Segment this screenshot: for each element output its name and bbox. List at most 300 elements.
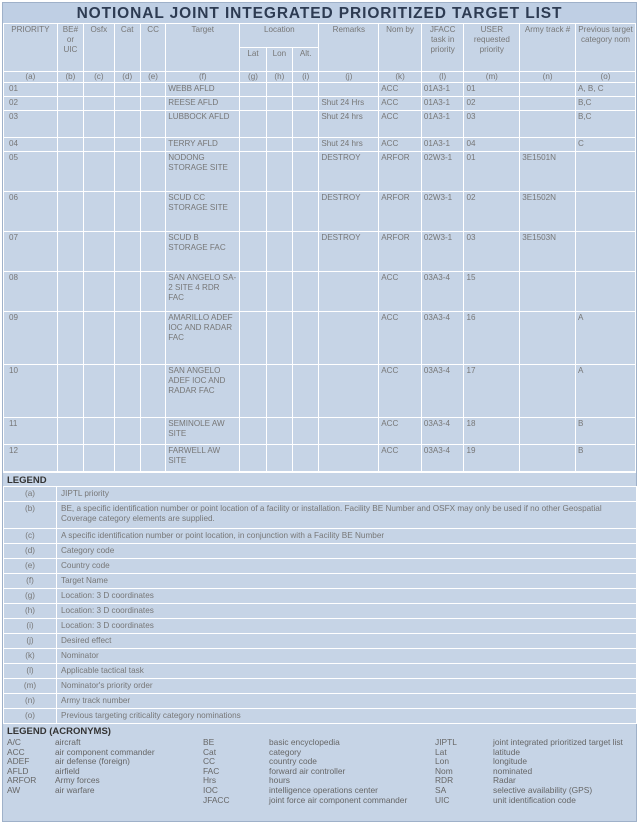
cell-nom-by: ARFOR <box>379 192 422 232</box>
cell-user: 04 <box>464 138 520 152</box>
legend-text: Army track number <box>57 694 637 709</box>
cell-army <box>520 445 576 472</box>
acronym-definition: country code <box>269 756 317 767</box>
acronym-term: AW <box>7 784 21 795</box>
cell-empty <box>84 152 114 192</box>
legend-text: Nominator <box>57 649 637 664</box>
cell-empty <box>84 138 114 152</box>
table-row <box>4 232 636 272</box>
cell-user: 18 <box>464 418 520 445</box>
table-row <box>4 365 636 418</box>
cell-empty <box>57 111 83 138</box>
cell-empty <box>140 111 165 138</box>
legend-text: Category code <box>57 544 637 559</box>
cell-priority: 02 <box>4 97 58 111</box>
acronym-term: CC <box>203 756 216 767</box>
cell-empty <box>293 192 319 232</box>
legend-text: Target Name <box>57 574 637 589</box>
cell-remarks: DESTROY <box>319 152 379 192</box>
legend-row <box>4 502 637 529</box>
cell-empty <box>240 111 266 138</box>
letter-c: (c) <box>84 72 114 83</box>
cell-nom-by: ACC <box>379 97 422 111</box>
target-table <box>3 23 636 472</box>
legend-key: (n) <box>4 694 57 709</box>
cell-nom-by: ACC <box>379 445 422 472</box>
legend-row <box>4 709 637 724</box>
legend-text: Location: 3 D coordinates <box>57 589 637 604</box>
table-row <box>4 83 636 97</box>
cell-previous <box>576 232 636 272</box>
cell-empty <box>240 365 266 418</box>
acronym-definition: air component commander <box>55 746 155 757</box>
legend-key: (d) <box>4 544 57 559</box>
cell-previous: B <box>576 445 636 472</box>
cell-empty <box>84 111 114 138</box>
cell-previous: B,C <box>576 97 636 111</box>
cell-jfacc: 02W3-1 <box>421 152 464 192</box>
cell-target: SAN ANGELO SA-2 SITE 4 RDR FAC <box>166 272 240 312</box>
acronym-definition: longitude <box>493 756 527 767</box>
legend-table <box>3 486 637 724</box>
cell-empty <box>84 272 114 312</box>
legend-text: A specific identification number or point location, in conjunction with a Facility BE Number <box>57 529 637 544</box>
cell-empty <box>293 97 319 111</box>
cell-nom-by: ACC <box>379 312 422 365</box>
cell-empty <box>57 365 83 418</box>
cell-empty <box>57 272 83 312</box>
col-priority: PRIORITY <box>4 24 58 72</box>
acronym-term: JIPTL <box>435 737 457 747</box>
acronym-definition: latitude <box>493 746 521 757</box>
cell-empty <box>57 232 83 272</box>
acronym-definition: airfield <box>55 765 80 776</box>
cell-empty <box>240 138 266 152</box>
table-row <box>4 192 636 232</box>
cell-empty <box>84 232 114 272</box>
cell-empty <box>140 138 165 152</box>
legend-key: (k) <box>4 649 57 664</box>
cell-user: 17 <box>464 365 520 418</box>
cell-user: 02 <box>464 97 520 111</box>
cell-empty <box>114 418 140 445</box>
cell-empty <box>140 445 165 472</box>
cell-remarks: Shut 24 Hrs <box>319 97 379 111</box>
cell-empty <box>84 365 114 418</box>
acronym-definition: basic encyclopedia <box>269 737 340 747</box>
cell-target: SCUD B STORAGE FAC <box>166 232 240 272</box>
letter-k: (k) <box>379 72 422 83</box>
cell-empty <box>57 445 83 472</box>
cell-target: NODONG STORAGE SITE <box>166 152 240 192</box>
cell-empty <box>266 111 292 138</box>
cell-target: REESE AFLD <box>166 97 240 111</box>
cell-empty <box>266 192 292 232</box>
legend-key: (l) <box>4 664 57 679</box>
cell-empty <box>293 418 319 445</box>
col-cat: Cat <box>114 24 140 72</box>
cell-user: 15 <box>464 272 520 312</box>
cell-remarks: DESTROY <box>319 192 379 232</box>
legend-key: (a) <box>4 487 57 502</box>
table-row <box>4 111 636 138</box>
cell-remarks: Shut 24 hrs <box>319 138 379 152</box>
cell-jfacc: 03A3-4 <box>421 312 464 365</box>
acronym-definition: unit identification code <box>493 794 576 805</box>
acronym-term: BE <box>203 737 215 747</box>
table-row <box>4 312 636 365</box>
letter-a: (a) <box>4 72 58 83</box>
legend-text: BE, a specific identification number or point location of a facility or installation. Facility BE Number and OSFX may only be used if no other Geospatial Coverage category elements are supplied. <box>57 502 637 529</box>
acronym-column <box>7 738 203 805</box>
cell-army <box>520 97 576 111</box>
letter-f: (f) <box>166 72 240 83</box>
cell-jfacc: 03A3-4 <box>421 445 464 472</box>
cell-empty <box>266 232 292 272</box>
cell-nom-by: ACC <box>379 83 422 97</box>
cell-empty <box>293 152 319 192</box>
cell-empty <box>293 445 319 472</box>
letter-h: (h) <box>266 72 292 83</box>
cell-jfacc: 03A3-4 <box>421 418 464 445</box>
cell-empty <box>266 312 292 365</box>
cell-empty <box>114 232 140 272</box>
cell-priority: 08 <box>4 272 58 312</box>
acronym-term: ADEF <box>7 756 30 767</box>
cell-target: SEMINOLE AW SITE <box>166 418 240 445</box>
cell-priority: 04 <box>4 138 58 152</box>
acronym-term: Lat <box>435 746 447 757</box>
table-row <box>4 418 636 445</box>
col-user: USER requested priority <box>464 24 520 72</box>
col-lat: Lat <box>240 48 266 72</box>
letter-o: (o) <box>576 72 636 83</box>
cell-empty <box>114 445 140 472</box>
legend-row <box>4 649 637 664</box>
col-previous: Previous target category nom <box>576 24 636 72</box>
acronym-term: Cat <box>203 746 217 757</box>
legend-text: Nominator's priority order <box>57 679 637 694</box>
col-alt: Alt. <box>293 48 319 72</box>
table-row <box>4 152 636 192</box>
acronyms-title: LEGEND (ACRONYMS) <box>7 726 111 737</box>
legend-key: (b) <box>4 502 57 529</box>
cell-remarks <box>319 272 379 312</box>
legend-text: Location: 3 D coordinates <box>57 604 637 619</box>
cell-empty <box>266 138 292 152</box>
cell-target: LUBBOCK AFLD <box>166 111 240 138</box>
cell-priority: 10 <box>4 365 58 418</box>
cell-target: WEBB AFLD <box>166 83 240 97</box>
cell-empty <box>84 312 114 365</box>
cell-previous <box>576 152 636 192</box>
legend-text: Previous targeting criticality category nominations <box>57 709 637 724</box>
acronym-term: UIC <box>435 794 450 805</box>
letter-m: (m) <box>464 72 520 83</box>
cell-empty <box>140 192 165 232</box>
cell-priority: 06 <box>4 192 58 232</box>
cell-empty <box>140 97 165 111</box>
legend-text: Applicable tactical task <box>57 664 637 679</box>
legend-key: (c) <box>4 529 57 544</box>
cell-remarks <box>319 83 379 97</box>
col-be: BE# or UIC <box>57 24 83 72</box>
cell-previous: C <box>576 138 636 152</box>
cell-empty <box>114 192 140 232</box>
cell-empty <box>266 83 292 97</box>
cell-empty <box>266 365 292 418</box>
letter-i: (i) <box>293 72 319 83</box>
acronym-definition: category <box>269 746 302 757</box>
cell-jfacc: 02W3-1 <box>421 232 464 272</box>
acronym-definition: selective availability (GPS) <box>493 784 593 795</box>
acronym-term: A/C <box>7 737 21 747</box>
cell-army <box>520 83 576 97</box>
cell-remarks <box>319 445 379 472</box>
cell-army <box>520 138 576 152</box>
cell-target: SCUD CC STORAGE SITE <box>166 192 240 232</box>
legend-text: Desired effect <box>57 634 637 649</box>
cell-empty <box>240 192 266 232</box>
cell-empty <box>140 312 165 365</box>
table-row <box>4 272 636 312</box>
legend-key: (m) <box>4 679 57 694</box>
legend-key: (j) <box>4 634 57 649</box>
cell-user: 03 <box>464 232 520 272</box>
legend-row <box>4 604 637 619</box>
cell-empty <box>57 418 83 445</box>
col-remarks: Remarks <box>319 24 379 72</box>
cell-empty <box>266 272 292 312</box>
cell-empty <box>84 192 114 232</box>
cell-user: 01 <box>464 152 520 192</box>
legend-text: Location: 3 D coordinates <box>57 619 637 634</box>
cell-empty <box>293 272 319 312</box>
col-target: Target <box>166 24 240 72</box>
cell-jfacc: 01A3-1 <box>421 83 464 97</box>
cell-empty <box>293 232 319 272</box>
cell-target: AMARILLO ADEF IOC AND RADAR FAC <box>166 312 240 365</box>
acronym-term: SA <box>435 784 447 795</box>
acronym-term: Nom <box>435 765 453 776</box>
legend-row <box>4 619 637 634</box>
acronym-term: RDR <box>435 775 454 786</box>
cell-jfacc: 03A3-4 <box>421 272 464 312</box>
cell-nom-by: ACC <box>379 365 422 418</box>
cell-empty <box>240 232 266 272</box>
acronym-definition: Army forces <box>55 775 100 786</box>
cell-empty <box>140 83 165 97</box>
cell-empty <box>140 365 165 418</box>
legend-key: (e) <box>4 559 57 574</box>
cell-priority: 12 <box>4 445 58 472</box>
cell-empty <box>84 97 114 111</box>
legend-row <box>4 589 637 604</box>
cell-remarks: DESTROY <box>319 232 379 272</box>
cell-empty <box>266 445 292 472</box>
cell-empty <box>57 97 83 111</box>
cell-jfacc: 01A3-1 <box>421 97 464 111</box>
cell-nom-by: ACC <box>379 138 422 152</box>
legend-row <box>4 574 637 589</box>
acronym-term: AFLD <box>7 765 29 776</box>
cell-user: 01 <box>464 83 520 97</box>
legend-title: LEGEND <box>3 472 636 486</box>
acronym-term: ARFOR <box>7 775 37 786</box>
cell-empty <box>240 272 266 312</box>
cell-priority: 07 <box>4 232 58 272</box>
cell-empty <box>266 97 292 111</box>
cell-army: 3E1502N <box>520 192 576 232</box>
cell-empty <box>57 192 83 232</box>
cell-army <box>520 312 576 365</box>
cell-target: FARWELL AW SITE <box>166 445 240 472</box>
acronym-definition: joint force air component commander <box>269 794 408 805</box>
acronym-definition: joint integrated prioritized target list <box>493 737 623 747</box>
cell-user: 03 <box>464 111 520 138</box>
acronym-definition: Radar <box>493 775 516 786</box>
cell-nom-by: ACC <box>379 418 422 445</box>
letter-g: (g) <box>240 72 266 83</box>
cell-empty <box>114 83 140 97</box>
letter-j: (j) <box>319 72 379 83</box>
cell-army <box>520 365 576 418</box>
acronym-term: FAC <box>203 765 220 776</box>
col-osfx: Osfx <box>84 24 114 72</box>
legend-row <box>4 559 637 574</box>
acronym-definition: aircraft <box>55 737 81 747</box>
cell-previous: B <box>576 418 636 445</box>
cell-empty <box>114 365 140 418</box>
letter-b: (b) <box>57 72 83 83</box>
cell-empty <box>84 418 114 445</box>
cell-previous: A <box>576 365 636 418</box>
letter-l: (l) <box>421 72 464 83</box>
cell-army <box>520 111 576 138</box>
cell-nom-by: ACC <box>379 272 422 312</box>
cell-priority: 01 <box>4 83 58 97</box>
cell-empty <box>293 83 319 97</box>
cell-target: TERRY AFLD <box>166 138 240 152</box>
cell-remarks <box>319 365 379 418</box>
cell-empty <box>293 312 319 365</box>
legend-key: (o) <box>4 709 57 724</box>
cell-nom-by: ARFOR <box>379 232 422 272</box>
letter-e: (e) <box>140 72 165 83</box>
cell-empty <box>240 445 266 472</box>
legend-row <box>4 694 637 709</box>
cell-empty <box>57 138 83 152</box>
cell-empty <box>114 272 140 312</box>
cell-empty <box>140 152 165 192</box>
table-row <box>4 138 636 152</box>
cell-priority: 09 <box>4 312 58 365</box>
acronym-definition: intelligence operations center <box>269 784 378 795</box>
cell-empty <box>240 83 266 97</box>
acronym-term: Hrs <box>203 775 217 786</box>
legend-text: JIPTL priority <box>57 487 637 502</box>
legend-key: (g) <box>4 589 57 604</box>
cell-previous: B,C <box>576 111 636 138</box>
legend-row <box>4 487 637 502</box>
letter-n: (n) <box>520 72 576 83</box>
acronym-term: ACC <box>7 746 25 757</box>
cell-empty <box>84 445 114 472</box>
cell-empty <box>57 83 83 97</box>
col-army: Army track # <box>520 24 576 72</box>
col-lon: Lon <box>266 48 292 72</box>
cell-empty <box>114 111 140 138</box>
cell-empty <box>140 418 165 445</box>
acronym-term: JFACC <box>203 794 230 805</box>
cell-empty <box>240 97 266 111</box>
col-nom-by: Nom by <box>379 24 422 72</box>
cell-remarks: Shut 24 hrs <box>319 111 379 138</box>
acronym-definition: hours <box>269 775 290 786</box>
acronym-term: Lon <box>435 756 449 767</box>
cell-user: 16 <box>464 312 520 365</box>
cell-empty <box>240 152 266 192</box>
target-list-page <box>2 2 637 822</box>
col-jfacc: JFACC task in priority <box>421 24 464 72</box>
cell-remarks <box>319 418 379 445</box>
cell-priority: 03 <box>4 111 58 138</box>
acronym-term: IOC <box>203 784 218 795</box>
cell-empty <box>57 312 83 365</box>
cell-army: 3E1503N <box>520 232 576 272</box>
cell-empty <box>57 152 83 192</box>
cell-jfacc: 03A3-4 <box>421 365 464 418</box>
legend-row <box>4 664 637 679</box>
cell-empty <box>240 312 266 365</box>
acronyms-list <box>3 738 636 805</box>
cell-empty <box>266 152 292 192</box>
cell-empty <box>140 272 165 312</box>
cell-remarks <box>319 312 379 365</box>
cell-empty <box>114 152 140 192</box>
cell-empty <box>84 83 114 97</box>
legend-row <box>4 634 637 649</box>
legend-row <box>4 544 637 559</box>
acronym-definition: air defense (foreign) <box>55 756 130 767</box>
cell-army <box>520 418 576 445</box>
cell-empty <box>240 418 266 445</box>
cell-user: 02 <box>464 192 520 232</box>
cell-jfacc: 01A3-1 <box>421 111 464 138</box>
legend-row <box>4 679 637 694</box>
cell-target: SAN ANGELO ADEF IOC AND RADAR FAC <box>166 365 240 418</box>
cell-empty <box>114 138 140 152</box>
cell-empty <box>114 97 140 111</box>
cell-nom-by: ARFOR <box>379 152 422 192</box>
cell-jfacc: 01A3-1 <box>421 138 464 152</box>
cell-empty <box>293 111 319 138</box>
acronym-definition: forward air controller <box>269 765 346 776</box>
cell-army: 3E1501N <box>520 152 576 192</box>
legend-key: (h) <box>4 604 57 619</box>
cell-empty <box>266 418 292 445</box>
legend-key: (f) <box>4 574 57 589</box>
table-row <box>4 97 636 111</box>
cell-empty <box>293 138 319 152</box>
legend-text: Country code <box>57 559 637 574</box>
cell-empty <box>140 232 165 272</box>
cell-priority: 05 <box>4 152 58 192</box>
cell-previous <box>576 192 636 232</box>
cell-previous: A, B, C <box>576 83 636 97</box>
cell-empty <box>114 312 140 365</box>
cell-empty <box>293 365 319 418</box>
